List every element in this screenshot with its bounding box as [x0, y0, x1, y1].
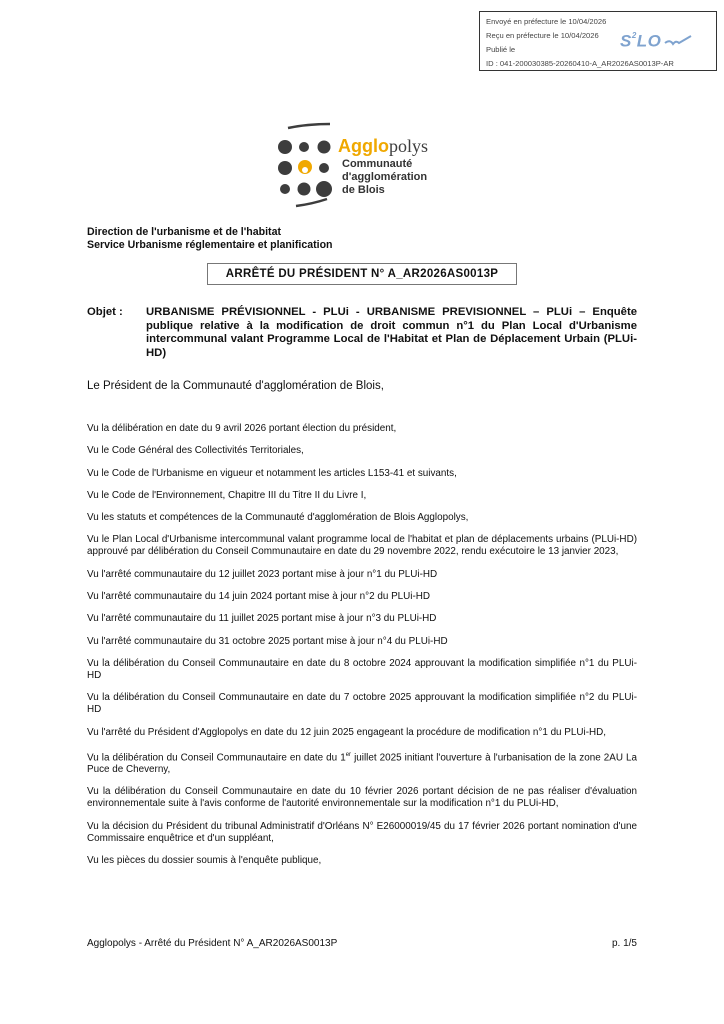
- visa-item: Vu les pièces du dossier soumis à l'enquête publique,: [87, 855, 322, 867]
- document-title: ARRÊTÉ DU PRÉSIDENT N° A_AR2026AS0013P: [207, 263, 517, 285]
- logo-brand: [338, 136, 428, 157]
- s2lo-lo: LO: [636, 31, 662, 51]
- visa-item: Vu la délibération du Conseil Communautaire en date du 7 octobre 2025 approuvant la modification simplifiée n°2 du PLUi-HD: [87, 692, 637, 716]
- s2lo-s: S: [620, 31, 632, 51]
- stamp-sent: Envoyé en préfecture le 10/04/2026: [486, 17, 607, 26]
- swoosh-icon: [664, 35, 692, 47]
- objet-section: [87, 306, 637, 360]
- footer-reference: Agglopolys - Arrêté du Président N° A_AR2026AS0013P: [87, 938, 338, 949]
- visa-item: Vu le Code Général des Collectivités Territoriales,: [87, 445, 304, 457]
- objet-text: URBANISME PRÉVISIONNEL - PLUi - URBANISME PREVISIONNEL – PLUi – Enquête publique relative à la modification de droit commun n°1 du Plan Local d'Urbanisme intercommunal valant Programme Local de l'Habitat et Plan de Déplacement Urbain (PLUi-HD): [146, 306, 637, 359]
- visa-item: Vu l'arrêté communautaire du 14 juin 2024 portant mise à jour n°2 du PLUi-HD: [87, 591, 431, 603]
- president-line: Le Président de la Communauté d'agglomération de Blois,: [87, 380, 384, 392]
- stamp-received: Reçu en préfecture le 10/04/2026: [486, 31, 599, 40]
- page-number: p. 1/5: [611, 938, 637, 949]
- visa-item: Vu l'arrêté du Président d'Agglopolys en date du 12 juin 2025 engageant la procédure de modification n°1 du PLUi-HD,: [87, 726, 606, 738]
- visa-item: Vu l'arrêté communautaire du 12 juillet 2023 portant mise à jour n°1 du PLUi-HD: [87, 568, 438, 580]
- logo-brand-bold: Agglo: [338, 136, 389, 156]
- visas-list: [87, 423, 637, 877]
- stamp-id: ID : 041-200030385-20260410-A_AR2026AS0013P-AR: [486, 59, 674, 68]
- visa-item: Vu le Plan Local d'Urbanisme intercommunal valant programme local de l'habitat et plan de déplacements urbains (PLUi-HD) approuvé par délibération du Conseil Communautaire en date du 29 novembre 2022, rendu exécutoire le 13 janvier 2023,: [87, 534, 637, 558]
- direction-name: Direction de l'urbanisme et de l'habitat: [87, 226, 281, 238]
- visa-item: Vu la délibération du Conseil Communautaire en date du 1er juillet 2025 initiant l'ouverture à l'urbanisation de la zone 2AU La Puce de Cheverny,: [87, 751, 637, 776]
- service-name: Service Urbanisme réglementaire et planification: [87, 238, 333, 251]
- visa-item: Vu le Code de l'Environnement, Chapitre III du Titre II du Livre I,: [87, 489, 367, 501]
- visa-item: Vu la décision du Président du tribunal Administratif d'Orléans N° E26000019/45 du 17 février 2026 portant nomination d'une Commissaire enquêtrice et d'un suppléant,: [87, 820, 637, 844]
- logo-subtitle-line: d'agglomération: [342, 171, 428, 183]
- visa-item: Vu les statuts et compétences de la Communauté d'agglomération de Blois Agglopolys,: [87, 512, 469, 524]
- visa-item: Vu le Code de l'Urbanisme en vigueur et notamment les articles L153-41 et suivants,: [87, 467, 457, 479]
- visa-item: Vu la délibération du Conseil Communautaire en date du 8 octobre 2024 approuvant la modification simplifiée n°1 du PLUi-HD: [87, 657, 637, 681]
- logo-subtitle-line: Communauté: [342, 158, 413, 170]
- department-header: [87, 226, 333, 251]
- s2lo-logo: [620, 31, 661, 49]
- visa-item: Vu la délibération en date du 9 avril 2026 portant élection du président,: [87, 423, 397, 434]
- logo-subtitle: [342, 158, 427, 197]
- visa-item: Vu l'arrêté communautaire du 31 octobre 2025 portant mise à jour n°4 du PLUi-HD: [87, 635, 448, 647]
- logo-subtitle-line: de Blois: [342, 184, 385, 196]
- stamp-published: Publié le: [486, 45, 516, 54]
- s2lo-sup: 2: [631, 31, 637, 40]
- page-footer: [87, 938, 637, 949]
- prefecture-stamp: [479, 11, 717, 71]
- visa-item: Vu l'arrêté communautaire du 11 juillet 2025 portant mise à jour n°3 du PLUi-HD: [87, 613, 437, 625]
- logo-brand-regular: polys: [389, 136, 429, 156]
- agglopolys-logo: [272, 122, 472, 212]
- ordinal-suffix: er: [345, 751, 352, 758]
- objet-label: Objet :: [87, 306, 123, 318]
- logo-dots-icon: [272, 122, 342, 212]
- visa-item: Vu la délibération du Conseil Communautaire en date du 10 février 2026 portant décision de ne pas réaliser d'évaluation environnementale suite à l'avis conforme de l'autorité environnementale sur la modification n°1 du PLUi-HD,: [87, 786, 637, 810]
